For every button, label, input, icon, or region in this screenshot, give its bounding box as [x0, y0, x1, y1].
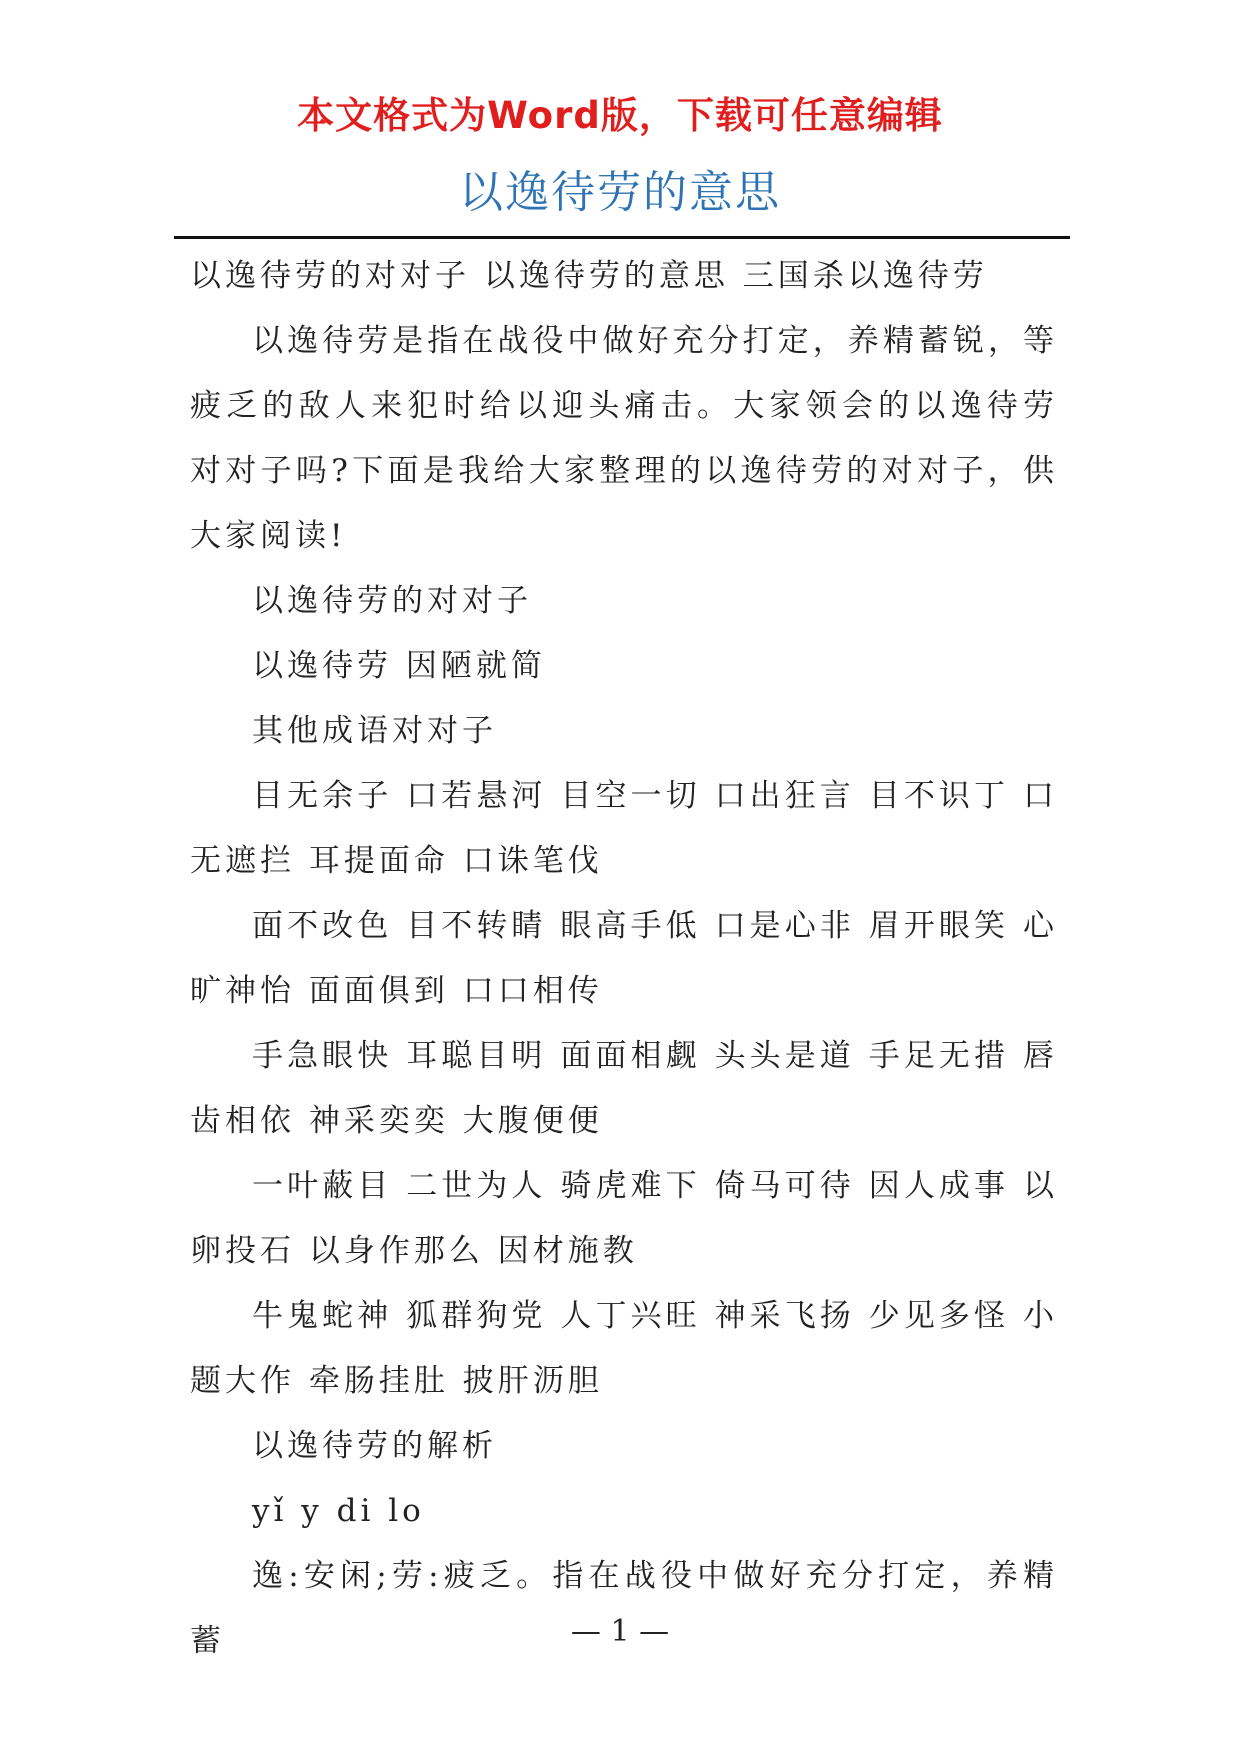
paragraph: 牛鬼蛇神 狐群狗党 人丁兴旺 神采飞扬 少见多怪 小题大作 牵肠挂肚 披肝沥胆 [190, 1298, 1058, 1399]
paragraph: 手急眼快 耳聪目明 面面相觑 头头是道 手足无措 唇齿相依 神采奕奕 大腹便便 [190, 1038, 1058, 1139]
title-divider [174, 236, 1070, 239]
paragraph: 逸:安闲;劳:疲乏。指在战役中做好充分打定，养精蓄 [190, 1558, 1058, 1659]
paragraph: 目无余子 口若悬河 目空一切 口出狂言 目不识丁 口无遮拦 耳提面命 口诛笔伐 [190, 778, 1058, 879]
paragraph: 以逸待劳的对对子 [252, 583, 532, 619]
format-notice-banner: 本文格式为Word版，下载可任意编辑 [297, 94, 943, 137]
paragraph: 面不改色 目不转睛 眼高手低 口是心非 眉开眼笑 心旷神怡 面面俱到 口口相传 [190, 908, 1058, 1009]
page-number: — 1 — [570, 1614, 670, 1649]
paragraph: 一叶蔽目 二世为人 骑虎难下 倚马可待 因人成事 以卵投石 以身作那么 因材施教 [190, 1168, 1058, 1269]
document-title: 以逸待劳的意思 [459, 167, 781, 218]
paragraph: 以逸待劳的解析 [252, 1428, 497, 1464]
paragraph: 其他成语对对子 [252, 713, 497, 749]
paragraph: 以逸待劳是指在战役中做好充分打定，养精蓄锐，等疲乏的敌人来犯时给以迎头痛击。大家领会的以逸待劳对对子吗?下面是我给大家整理的以逸待劳的对对子，供大家阅读! [190, 323, 1058, 554]
paragraph: yǐ y di lo [252, 1493, 425, 1529]
document-body [190, 244, 1058, 1674]
paragraph: 以逸待劳的对对子 以逸待劳的意思 三国杀以逸待劳 [190, 258, 988, 294]
paragraph: 以逸待劳 因陋就简 [252, 648, 546, 684]
